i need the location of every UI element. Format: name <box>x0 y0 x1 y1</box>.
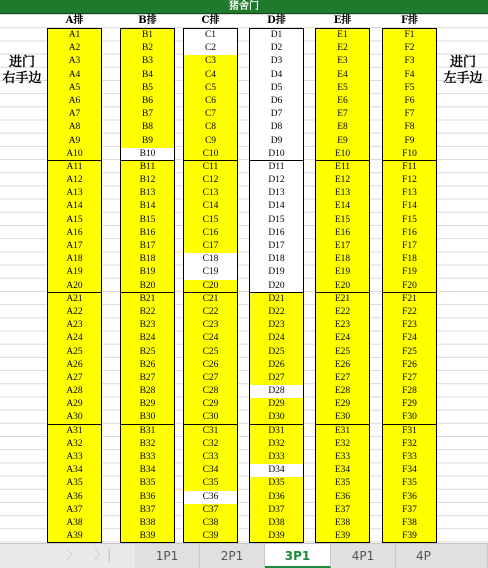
seat-cell[interactable]: C17 <box>202 241 219 251</box>
seat-cell[interactable]: F24 <box>402 333 417 344</box>
seat-cell[interactable]: B9 <box>141 135 154 146</box>
seat-cell[interactable]: A30 <box>48 411 101 424</box>
seat-cell[interactable]: B7 <box>141 109 154 120</box>
seat-cell[interactable]: E10 <box>316 148 369 161</box>
seat-cell[interactable]: D1 <box>250 29 303 42</box>
seat-cell[interactable]: A37 <box>66 504 83 515</box>
seat-cell[interactable]: D23 <box>268 320 285 331</box>
tab-2p1[interactable]: 2P1 <box>200 544 265 568</box>
seat-cell[interactable]: B13 <box>139 188 156 199</box>
seat-cell[interactable]: A35 <box>66 478 83 489</box>
left-side-label <box>2 55 42 87</box>
seat-cell[interactable]: B32 <box>139 438 156 449</box>
seat-cell[interactable]: B15 <box>139 214 156 225</box>
seat-cell[interactable]: A24 <box>66 333 83 344</box>
seat-cell[interactable]: F8 <box>404 122 415 133</box>
seat-cell[interactable]: C26 <box>202 359 219 370</box>
seat-cell[interactable]: F19 <box>402 267 417 278</box>
seat-cell[interactable]: C15 <box>202 214 219 225</box>
seat-cell[interactable]: B24 <box>139 333 156 344</box>
seat-cell[interactable]: E29 <box>334 399 351 410</box>
seat-cell[interactable]: A7 <box>68 109 81 120</box>
seat-cell[interactable]: D19 <box>250 266 303 279</box>
seat-cell[interactable]: F30 <box>383 411 436 424</box>
seat-cell[interactable]: C10 <box>184 148 237 161</box>
seat-cell[interactable]: B30 <box>121 411 174 424</box>
seat-cell[interactable]: A15 <box>66 214 83 225</box>
seat-cell[interactable]: D25 <box>268 346 285 357</box>
seat-cell[interactable]: D21 <box>268 293 285 304</box>
tab-scroll-last-icon[interactable]: 〉| <box>94 548 112 563</box>
seat-cell[interactable]: A27 <box>66 372 83 383</box>
seat-cell[interactable]: D20 <box>250 280 303 293</box>
seat-cell[interactable]: C32 <box>202 438 219 449</box>
seat-cell[interactable]: A33 <box>66 452 83 462</box>
seat-cell[interactable]: C25 <box>202 346 219 357</box>
seat-cell[interactable]: A17 <box>66 241 83 251</box>
seat-cell[interactable]: E20 <box>316 280 369 293</box>
seat-cell[interactable]: C13 <box>202 188 219 199</box>
seat-cell[interactable]: E27 <box>334 372 351 383</box>
seat-cell[interactable]: D13 <box>250 187 303 200</box>
seat-cell[interactable]: A19 <box>66 267 83 278</box>
seat-cell[interactable]: F36 <box>402 491 417 502</box>
seat-cell[interactable]: F23 <box>402 320 417 331</box>
seat-cell[interactable]: B34 <box>139 465 156 476</box>
column-header-b: B排 <box>138 15 157 26</box>
seat-cell[interactable]: A23 <box>66 320 83 331</box>
seat-cell[interactable]: E18 <box>334 254 351 265</box>
seat-cell[interactable]: D18 <box>250 253 303 266</box>
seat-cell[interactable]: C12 <box>202 175 219 186</box>
seat-cell[interactable]: D3 <box>250 55 303 68</box>
seat-cell[interactable]: F11 <box>402 161 417 172</box>
seat-cell[interactable]: A38 <box>66 517 83 528</box>
header-banner <box>0 0 488 14</box>
seat-cell[interactable]: E30 <box>316 411 369 424</box>
seat-cell[interactable]: C33 <box>202 452 219 462</box>
seat-cell[interactable]: F32 <box>402 438 417 449</box>
seat-cell[interactable]: B29 <box>139 399 156 410</box>
seat-cell[interactable]: E19 <box>334 267 351 278</box>
seat-cell[interactable]: E22 <box>334 306 351 317</box>
seat-cell[interactable]: B25 <box>139 346 156 357</box>
seat-cell[interactable]: B2 <box>141 43 154 54</box>
seat-cell[interactable]: C11 <box>202 161 219 172</box>
seat-cell[interactable]: C22 <box>202 306 219 317</box>
seat-cell[interactable]: F38 <box>402 517 417 528</box>
seat-cell[interactable]: D39 <box>268 531 285 542</box>
seat-cell[interactable]: A28 <box>66 386 83 397</box>
seat-cell[interactable]: B17 <box>139 241 156 251</box>
seat-cell[interactable]: A10 <box>48 148 101 161</box>
seat-column-e <box>315 28 370 543</box>
seat-cell[interactable]: E9 <box>337 135 348 146</box>
seat-cell[interactable]: A16 <box>66 227 83 238</box>
seat-cell[interactable]: D27 <box>268 372 285 383</box>
seat-cell[interactable]: F15 <box>402 214 417 225</box>
seat-cell[interactable]: C28 <box>202 386 219 397</box>
seat-cell[interactable]: C18 <box>184 253 237 266</box>
seat-cell[interactable]: F1 <box>404 30 415 40</box>
seat-cell[interactable]: E3 <box>337 56 348 67</box>
seat-cell[interactable]: F22 <box>402 306 417 317</box>
seat-cell[interactable]: F33 <box>402 452 417 462</box>
seat-cell[interactable]: D35 <box>268 478 285 489</box>
seat-cell[interactable]: F26 <box>402 359 417 370</box>
seat-cell[interactable]: D5 <box>250 82 303 95</box>
seat-cell[interactable]: A13 <box>66 188 83 199</box>
seat-cell[interactable]: A20 <box>48 280 101 293</box>
seat-cell[interactable]: E34 <box>334 465 351 476</box>
seat-cell[interactable]: B3 <box>141 56 154 67</box>
seat-cell[interactable]: F20 <box>383 280 436 293</box>
seat-cell[interactable]: A6 <box>68 95 81 106</box>
seat-cell[interactable]: A21 <box>66 293 83 304</box>
seat-cell[interactable]: C7 <box>204 109 217 120</box>
seat-cell[interactable]: C20 <box>184 280 237 293</box>
seat-cell[interactable]: D11 <box>250 161 303 174</box>
seat-cell[interactable]: A4 <box>68 69 81 80</box>
tab-4p[interactable]: 4P <box>396 544 488 568</box>
seat-cell[interactable]: D33 <box>268 452 285 462</box>
seat-cell[interactable]: B20 <box>121 280 174 293</box>
seat-cell[interactable]: A32 <box>66 438 83 449</box>
seat-cell[interactable]: A36 <box>66 491 83 502</box>
seat-cell[interactable]: F39 <box>402 531 417 542</box>
seat-cell[interactable]: F35 <box>402 478 417 489</box>
seat-cell[interactable]: E16 <box>334 227 351 238</box>
tab-3p1[interactable]: 3P1 <box>265 544 331 568</box>
seat-cell[interactable]: A29 <box>66 399 83 410</box>
seat-cell[interactable]: D24 <box>268 333 285 344</box>
seat-cell[interactable]: D4 <box>250 69 303 82</box>
seat-cell[interactable]: B5 <box>141 82 154 93</box>
left-label-line-1: 进门 <box>8 55 35 70</box>
seat-cell[interactable]: F21 <box>402 293 417 304</box>
seat-cell[interactable]: A14 <box>66 201 83 212</box>
tab-1p1[interactable]: 1P1 <box>135 544 200 568</box>
seat-cell[interactable]: C1 <box>184 29 237 42</box>
seat-cell[interactable]: B11 <box>139 161 156 172</box>
seat-cell[interactable]: E15 <box>334 214 351 225</box>
seat-cell[interactable]: E6 <box>337 95 348 106</box>
seat-cell[interactable]: D36 <box>268 491 285 502</box>
seat-cell[interactable]: C34 <box>202 465 219 476</box>
seat-cell[interactable]: A1 <box>68 30 81 40</box>
seat-cell[interactable]: B39 <box>139 531 156 542</box>
seat-cell[interactable]: F4 <box>404 69 415 80</box>
seat-cell[interactable]: E13 <box>334 188 351 199</box>
seat-cell[interactable]: A31 <box>66 425 83 436</box>
seat-cell[interactable]: B1 <box>141 30 154 40</box>
seat-cell[interactable]: F3 <box>404 56 415 67</box>
seat-cell[interactable]: A25 <box>66 346 83 357</box>
right-label-line-1: 进门 <box>449 55 476 70</box>
seat-cell[interactable]: F18 <box>402 254 417 265</box>
seat-cell[interactable]: C27 <box>202 372 219 383</box>
seat-cell[interactable]: B26 <box>139 359 156 370</box>
seat-cell[interactable]: F29 <box>402 399 417 410</box>
seat-cell[interactable]: D32 <box>268 438 285 449</box>
seat-cell[interactable]: D6 <box>250 95 303 108</box>
seat-cell[interactable]: E5 <box>337 82 348 93</box>
seat-cell[interactable]: C4 <box>204 69 217 80</box>
seat-cell[interactable]: E36 <box>334 491 351 502</box>
seat-cell[interactable]: E32 <box>334 438 351 449</box>
seat-cell[interactable]: E23 <box>334 320 351 331</box>
seat-column-b <box>120 28 175 543</box>
seat-cell[interactable]: B27 <box>139 372 156 383</box>
seat-cell[interactable]: E26 <box>334 359 351 370</box>
seat-cell[interactable]: B6 <box>141 95 154 106</box>
seat-cell[interactable]: F31 <box>402 425 417 436</box>
seat-column-a <box>47 28 102 543</box>
seat-cell[interactable]: C8 <box>204 122 217 133</box>
seat-cell[interactable]: C36 <box>184 491 237 504</box>
seat-cell[interactable]: D16 <box>250 227 303 240</box>
seat-cell[interactable]: D12 <box>250 174 303 187</box>
seat-cell[interactable]: D28 <box>250 385 303 398</box>
seat-cell[interactable]: B33 <box>139 452 156 462</box>
seat-cell[interactable]: E4 <box>337 69 348 80</box>
column-header-f: F排 <box>400 15 419 26</box>
seat-column-c <box>183 28 238 543</box>
seat-cell[interactable]: E17 <box>334 241 351 251</box>
seat-cell[interactable]: C37 <box>202 504 219 515</box>
seat-cell[interactable]: B21 <box>139 293 156 304</box>
seat-cell[interactable]: E14 <box>334 201 351 212</box>
seat-cell[interactable]: E25 <box>334 346 351 357</box>
seat-cell[interactable]: E11 <box>335 161 350 172</box>
seat-cell[interactable]: E38 <box>334 517 351 528</box>
right-side-label <box>440 55 486 87</box>
seat-cell[interactable]: F9 <box>404 135 415 146</box>
seat-cell[interactable]: C19 <box>184 266 237 279</box>
seat-cell[interactable]: B14 <box>139 201 156 212</box>
seat-cell[interactable]: D37 <box>268 504 285 515</box>
seat-cell[interactable]: E33 <box>334 452 351 462</box>
seat-column-f <box>382 28 437 543</box>
seat-cell[interactable]: A34 <box>66 465 83 476</box>
column-header-c: C排 <box>201 15 220 26</box>
seat-cell[interactable]: D31 <box>268 425 285 436</box>
seat-cell[interactable]: F5 <box>404 82 415 93</box>
seat-cell[interactable]: E12 <box>334 175 351 186</box>
seat-cell[interactable]: C6 <box>204 95 217 106</box>
seat-cell[interactable]: A11 <box>66 161 83 172</box>
seat-column-d <box>249 28 304 543</box>
seat-cell[interactable]: D34 <box>250 464 303 477</box>
seat-cell[interactable]: C31 <box>202 425 219 436</box>
seat-cell[interactable]: A18 <box>66 254 83 265</box>
seat-cell[interactable]: D7 <box>250 108 303 121</box>
right-label-line-2: 左手边 <box>443 71 483 86</box>
sheet-tab-bar <box>0 543 488 568</box>
tab-scroll-next-icon[interactable]: 〉 <box>66 548 80 563</box>
seat-cell[interactable]: D2 <box>250 42 303 55</box>
seat-cell[interactable]: E35 <box>334 478 351 489</box>
seat-cell[interactable]: C21 <box>202 293 219 304</box>
column-header-e: E排 <box>333 15 352 26</box>
seat-cell[interactable]: A9 <box>68 135 81 146</box>
seat-cell[interactable]: E37 <box>334 504 351 515</box>
seat-cell[interactable]: A3 <box>68 56 81 67</box>
seat-cell[interactable]: B19 <box>139 267 156 278</box>
seat-cell[interactable]: C29 <box>202 399 219 410</box>
seat-cell[interactable]: C5 <box>204 82 217 93</box>
seat-cell[interactable]: B23 <box>139 320 156 331</box>
seat-cell[interactable]: F28 <box>402 386 417 397</box>
banner-title: 猪舍门 <box>229 1 259 12</box>
seat-cell[interactable]: A5 <box>68 82 81 93</box>
seat-cell[interactable]: F37 <box>402 504 417 515</box>
seat-cell[interactable]: E24 <box>334 333 351 344</box>
seat-cell[interactable]: C9 <box>204 135 217 146</box>
seat-cell[interactable]: C14 <box>202 201 219 212</box>
seat-cell[interactable]: E2 <box>337 43 348 54</box>
seat-cell[interactable]: C35 <box>202 478 219 489</box>
seat-cell[interactable]: B37 <box>139 504 156 515</box>
seat-cell[interactable]: D17 <box>250 240 303 253</box>
seat-cell[interactable]: A26 <box>66 359 83 370</box>
seat-cell[interactable]: B28 <box>139 386 156 397</box>
seat-cell[interactable]: E1 <box>337 30 348 40</box>
seat-cell[interactable]: A8 <box>68 122 81 133</box>
seat-cell[interactable]: F34 <box>402 465 417 476</box>
seat-cell[interactable]: A22 <box>66 306 83 317</box>
seat-cell[interactable]: B22 <box>139 306 156 317</box>
seat-cell[interactable]: B38 <box>139 517 156 528</box>
seat-cell[interactable]: E31 <box>334 425 351 436</box>
seat-cell[interactable]: F27 <box>402 372 417 383</box>
seat-cell[interactable]: D8 <box>250 121 303 134</box>
seat-cell[interactable]: C23 <box>202 320 219 331</box>
seat-cell[interactable]: D22 <box>268 306 285 317</box>
seat-cell[interactable]: C38 <box>202 517 219 528</box>
seat-cell[interactable]: B10 <box>121 148 174 161</box>
left-label-line-2: 右手边 <box>2 71 42 86</box>
seat-cell[interactable]: F7 <box>404 109 415 120</box>
seat-cell[interactable]: B35 <box>139 478 156 489</box>
seat-cell[interactable]: D9 <box>250 135 303 148</box>
seat-cell[interactable]: D15 <box>250 214 303 227</box>
seat-cell[interactable]: D29 <box>268 399 285 410</box>
seat-cell[interactable]: D26 <box>268 359 285 370</box>
seat-cell[interactable]: F16 <box>402 227 417 238</box>
seat-cell[interactable]: C24 <box>202 333 219 344</box>
column-header-a: A排 <box>65 15 84 26</box>
seat-cell[interactable]: B12 <box>139 175 156 186</box>
seat-cell[interactable]: F12 <box>402 175 417 186</box>
column-header-d: D排 <box>267 15 286 26</box>
seat-cell[interactable]: B18 <box>139 254 156 265</box>
seat-cell[interactable]: A39 <box>66 531 83 542</box>
seat-cell[interactable]: F6 <box>404 95 415 106</box>
seat-cell[interactable]: C2 <box>184 42 237 55</box>
seat-cell[interactable]: E7 <box>337 109 348 120</box>
seat-cell[interactable]: D10 <box>250 148 303 161</box>
seat-cell[interactable]: C30 <box>184 411 237 424</box>
seat-cell[interactable]: B31 <box>139 425 156 436</box>
seat-cell[interactable]: A12 <box>66 175 83 186</box>
seat-cell[interactable]: A2 <box>68 43 81 54</box>
seat-cell[interactable]: F2 <box>404 43 415 54</box>
seat-cell[interactable]: F13 <box>402 188 417 199</box>
seat-cell[interactable]: C16 <box>202 227 219 238</box>
seat-cell[interactable]: F10 <box>383 148 436 161</box>
seat-cell[interactable]: F25 <box>402 346 417 357</box>
seat-cell[interactable]: D38 <box>268 517 285 528</box>
seat-cell[interactable]: B16 <box>139 227 156 238</box>
seat-cell[interactable]: B8 <box>141 122 154 133</box>
seat-cell[interactable]: D30 <box>250 411 303 424</box>
seat-cell[interactable]: E28 <box>334 386 351 397</box>
seat-cell[interactable]: B36 <box>139 491 156 502</box>
seat-cell[interactable]: E39 <box>334 531 351 542</box>
seat-cell[interactable]: D14 <box>250 200 303 213</box>
seat-cell[interactable]: C39 <box>202 531 219 542</box>
seat-cell[interactable]: E8 <box>337 122 348 133</box>
tab-4p1[interactable]: 4P1 <box>331 544 396 568</box>
seat-cell[interactable]: C3 <box>204 56 217 67</box>
seat-cell[interactable]: F14 <box>402 201 417 212</box>
seat-cell[interactable]: F17 <box>402 241 417 251</box>
seat-cell[interactable]: E21 <box>334 293 351 304</box>
seat-cell[interactable]: B4 <box>141 69 154 80</box>
